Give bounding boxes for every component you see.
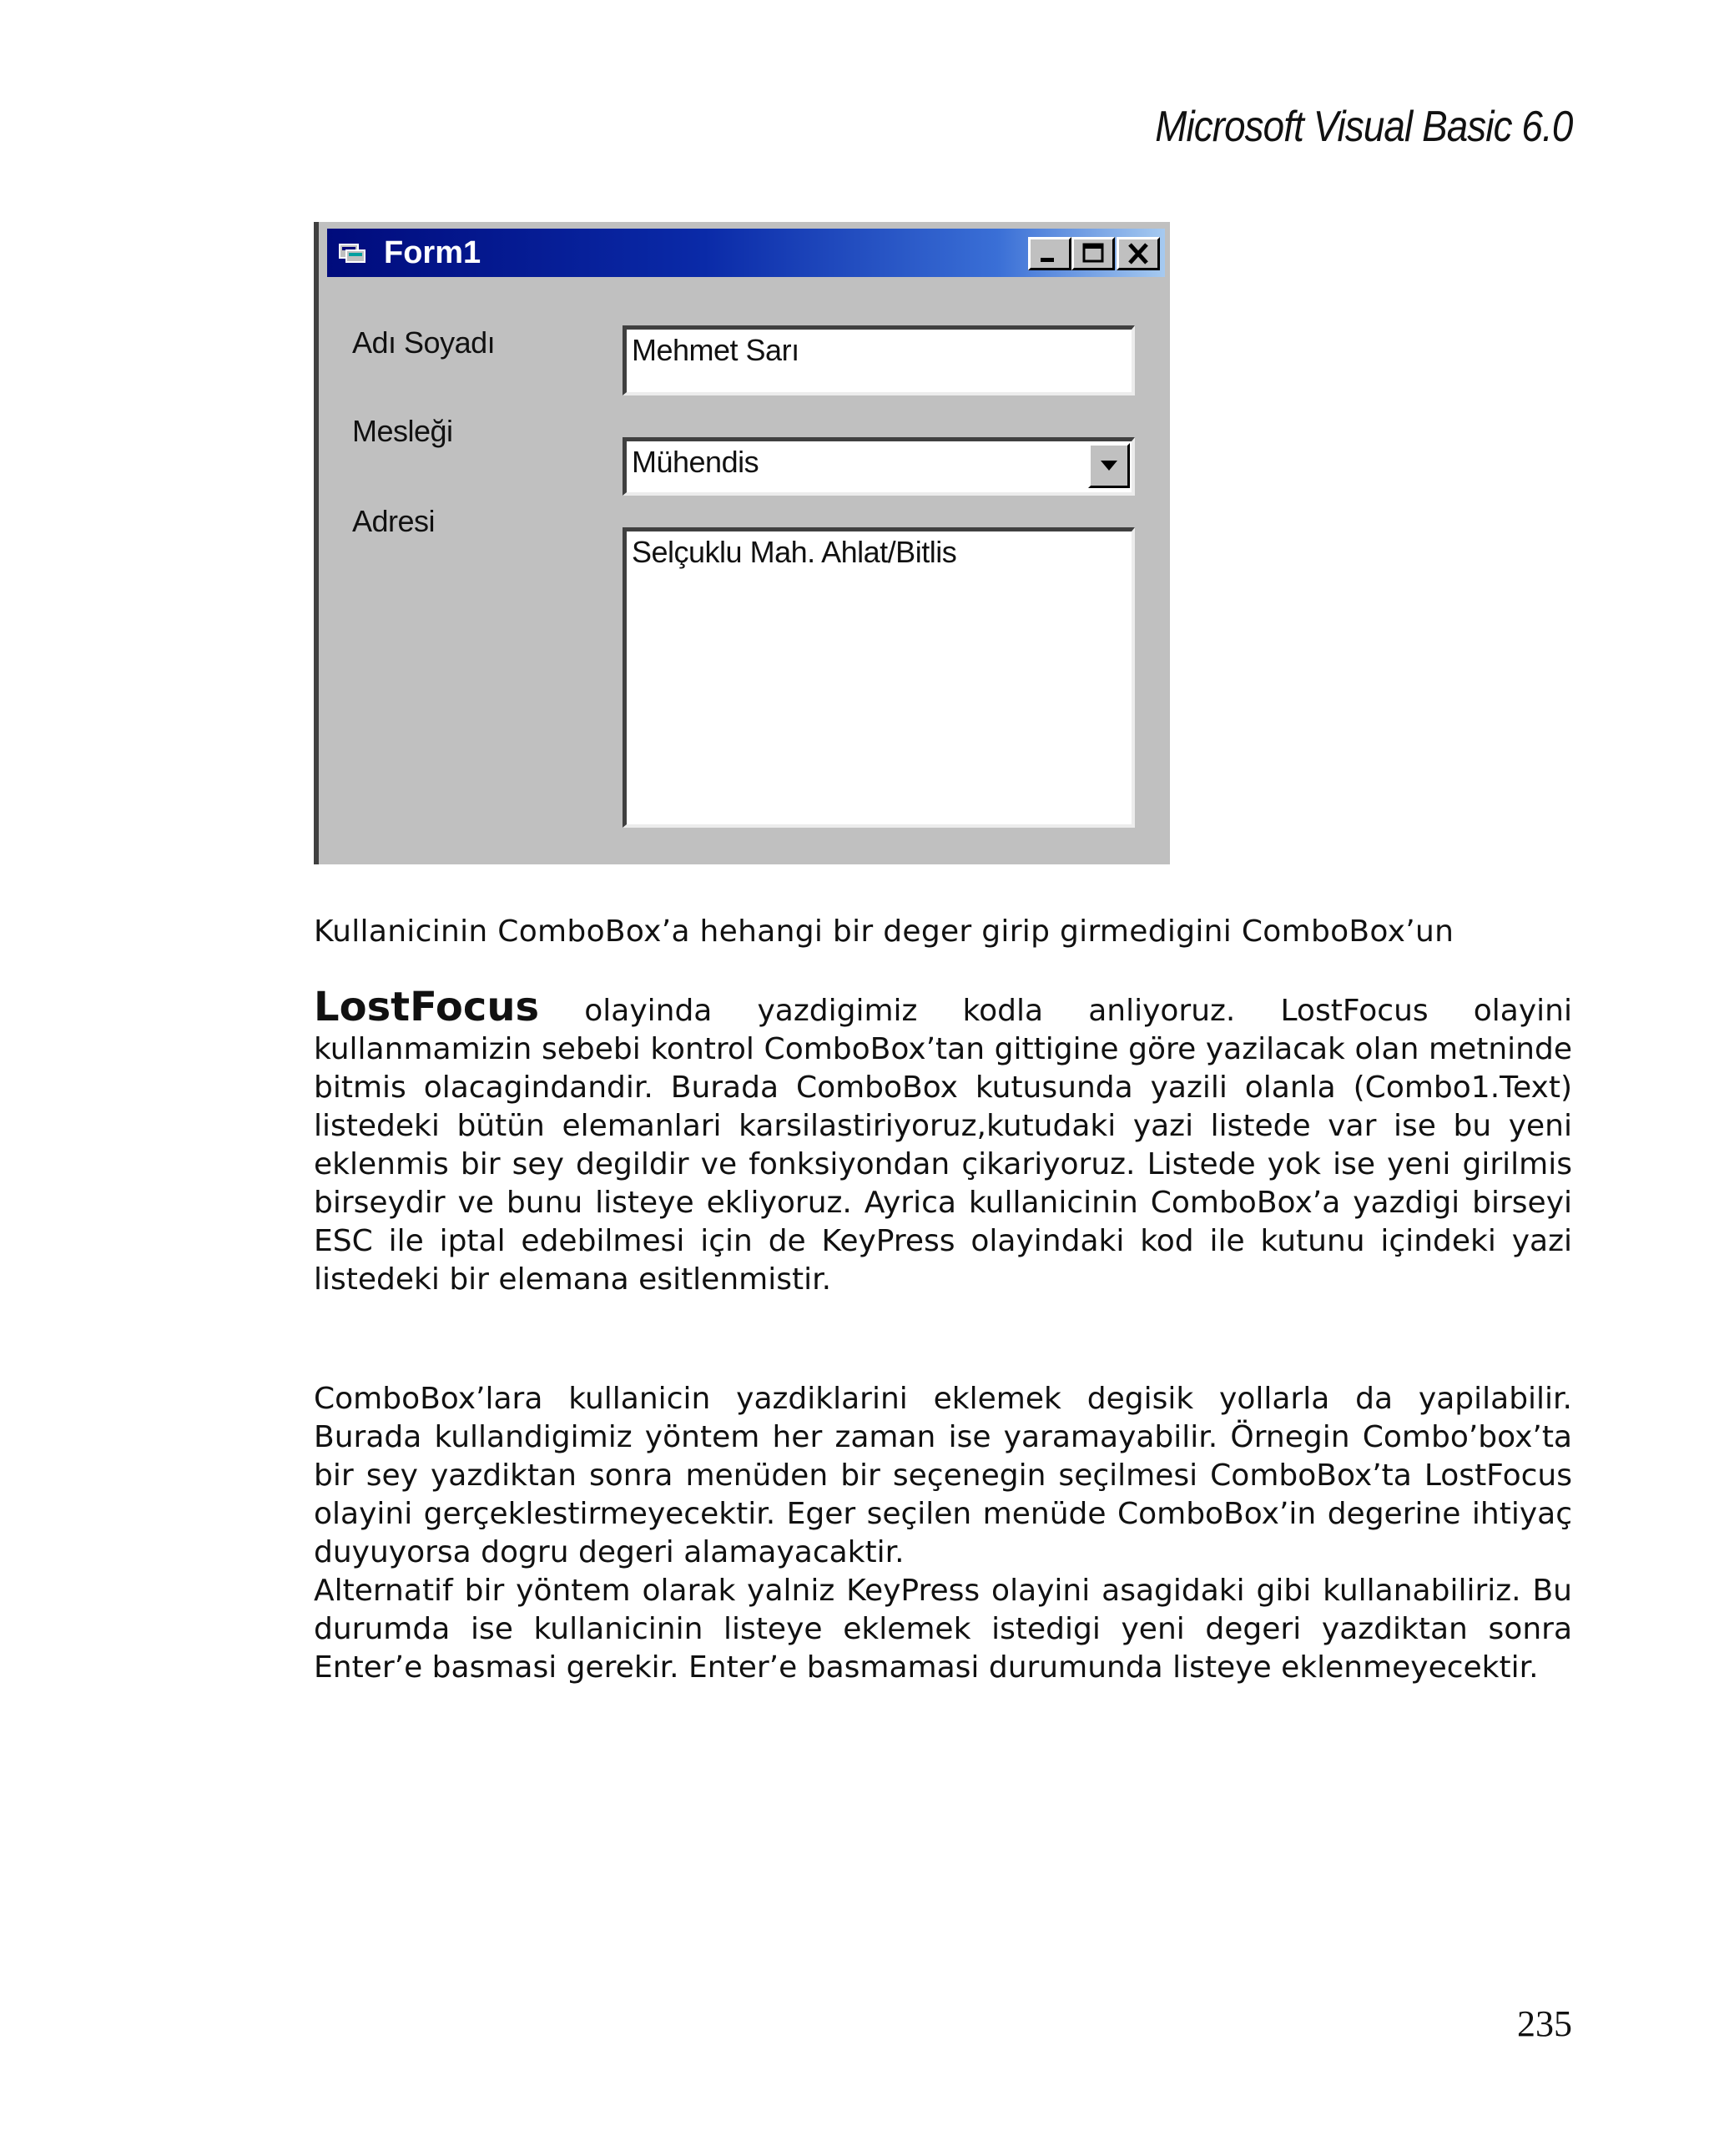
paragraph-2 [314, 1380, 1572, 1687]
close-icon [1119, 239, 1157, 268]
address-label: Adresi [352, 504, 436, 538]
job-label: Mesleği [352, 414, 453, 448]
maximize-icon [1074, 239, 1112, 268]
maximize-button[interactable] [1071, 237, 1115, 270]
minimize-icon [1031, 239, 1069, 268]
job-value: Mühendis [632, 445, 759, 479]
job-combobox[interactable] [623, 437, 1135, 496]
vb-form-window [314, 222, 1170, 864]
paragraph-3-text: Alternatif bir yöntem olarak yalniz KeyPress olayini asagidaki gibi kullanabiliriz. Bu durumda ise kullanicinin listeye eklemek istedigi yeni degeri yazdiktan sonra Enter’e basmasi gerekir. Enter’e basmamasi durumunda listeye eklenmeyecektir. [314, 1574, 1572, 1685]
paragraph-2-text: ComboBox’lara kullanicin yazdiklarini eklemek degisik yollarla da yapilabilir. Burada kullandigimiz yöntem her zaman ise yaramayabilir. Örnegin Combo’box’ta bir sey yazdiktan sonra menüden bir seçenegin seçilmesi ComboBox’ta LostFocus olayini gerçeklestirmeyecektir. Eger seçilen menüde ComboBox’in degerine ihtiyaç duyuyorsa dogru degeri alamayacaktir. [314, 1382, 1572, 1569]
paragraph-1-text: olayinda yazdigimiz kodla anliyoruz. LostFocus olayini kullanmamizin sebebi kontrol ComboBox’tan gittigine göre yazilacak olan metninde bitmis olacagindandir. Burada ComboBox kutusunda yazili olanla (Combo1.Text) listedeki bütün elemanlari karsilastiriyoruz,kutudaki yazi listede var ise bu yeni eklenmis bir sey degildir ve fonksiyondan çikariyoruz. Listede yok ise yeni girilmis birseydir ve bunu listeye ekliyoruz. Ayrica kullanicinin ComboBox’a yazdigi birseyi ESC ile iptal edebilmesi için de KeyPress olayindaki kod ile kutunu içindeki yazi listedeki bir elemana esitlenmistir. [314, 994, 1572, 1297]
page-number: 235 [1517, 2003, 1572, 2044]
name-label: Adı Soyadı [352, 325, 496, 360]
title-bar[interactable] [327, 229, 1165, 277]
address-value: Selçuklu Mah. Ahlat/Bitlis [632, 535, 957, 569]
minimize-button[interactable] [1028, 237, 1071, 270]
app-icon [339, 242, 365, 264]
window-title: Form1 [384, 235, 481, 270]
name-textbox[interactable] [623, 325, 1135, 395]
figure-caption: Kullanicinin ComboBox’a hehangi bir deger girip girmedigini ComboBox’un [314, 914, 1454, 949]
close-button[interactable] [1117, 237, 1160, 270]
chevron-down-icon [1091, 446, 1127, 486]
address-textbox[interactable] [623, 527, 1135, 828]
combobox-dropdown-button[interactable] [1088, 443, 1130, 488]
paragraph-1 [314, 984, 1572, 1299]
lostfocus-heading: LostFocus [314, 984, 540, 1030]
header-title: Microsoft Visual Basic 6.0 [1154, 103, 1572, 151]
name-value: Mehmet Sarı [632, 333, 799, 367]
